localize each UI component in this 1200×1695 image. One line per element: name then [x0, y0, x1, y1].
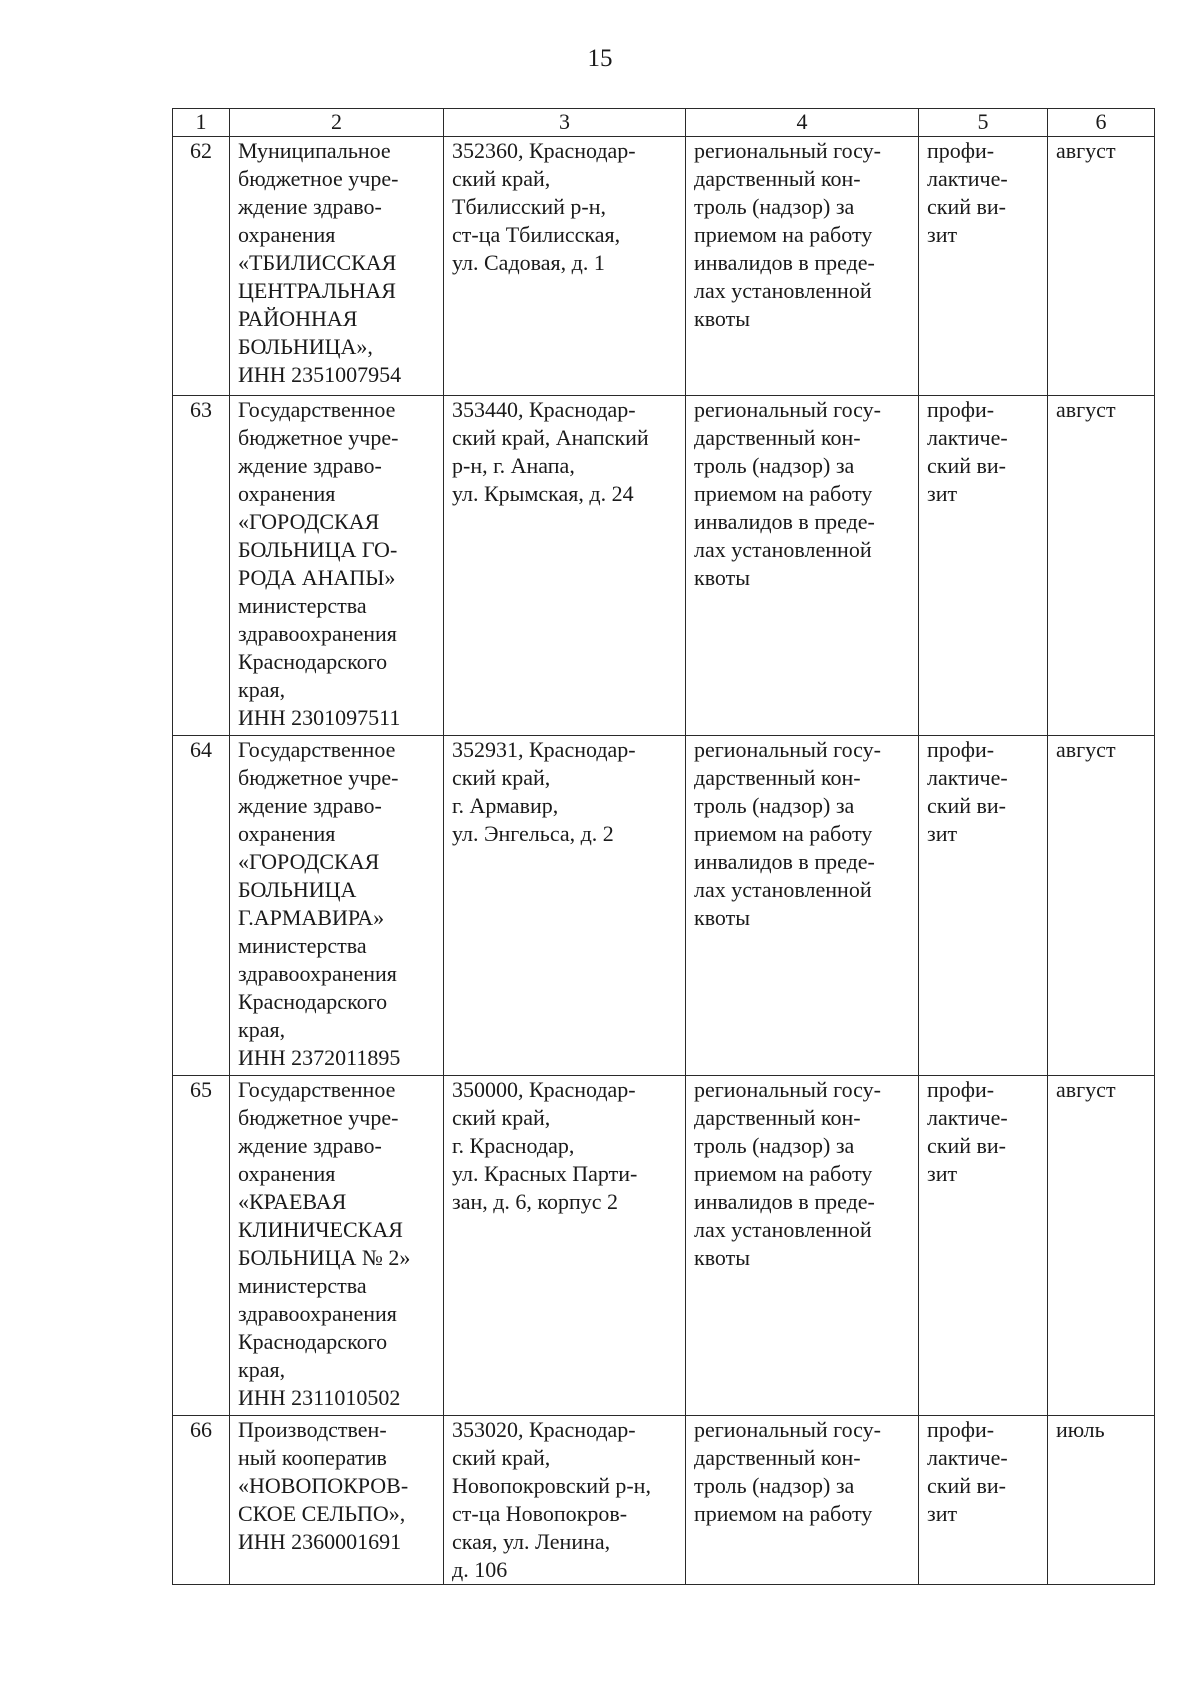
control-type-cell: региональный госу- дарственный кон- троль (надзор) за приемом на работу инвалидов в преде- лах установленной квоты: [686, 396, 919, 736]
header-row: [173, 109, 1155, 137]
row-number: 63: [173, 396, 230, 736]
column-header-number: 1: [173, 109, 230, 137]
row-number: 64: [173, 736, 230, 1076]
month-cell: август: [1048, 736, 1155, 1076]
table-row: [173, 1416, 1155, 1585]
row-number: 62: [173, 137, 230, 396]
table-row: [173, 736, 1155, 1076]
month-cell: август: [1048, 1076, 1155, 1416]
table-row: [173, 137, 1155, 396]
event-cell: профи- лактиче- ский ви- зит: [919, 137, 1048, 396]
organization-cell: Муниципальное бюджетное учре- ждение здраво- охранения «ТБИЛИССКАЯ ЦЕНТРАЛЬНАЯ РАЙОННАЯ БОЛЬНИЦА», ИНН 2351007954: [230, 137, 444, 396]
column-header-organization: 2: [230, 109, 444, 137]
month-cell: июль: [1048, 1416, 1155, 1585]
column-header-month: 6: [1048, 109, 1155, 137]
table-row: [173, 396, 1155, 736]
organization-cell: Государственное бюджетное учре- ждение здраво- охранения «ГОРОДСКАЯ БОЛЬНИЦА Г.АРМАВИРА» министерства здравоохранения Краснодарского края, ИНН 2372011895: [230, 736, 444, 1076]
address-cell: 350000, Краснодар- ский край, г. Краснодар, ул. Красных Парти- зан, д. 6, корпус 2: [444, 1076, 686, 1416]
column-header-address: 3: [444, 109, 686, 137]
control-type-cell: региональный госу- дарственный кон- троль (надзор) за приемом на работу инвалидов в преде- лах установленной квоты: [686, 1076, 919, 1416]
event-cell: профи- лактиче- ский ви- зит: [919, 1076, 1048, 1416]
row-number: 66: [173, 1416, 230, 1585]
table-row: [173, 1076, 1155, 1416]
event-cell: профи- лактиче- ский ви- зит: [919, 396, 1048, 736]
address-cell: 352360, Краснодар- ский край, Тбилисский р-н, ст-ца Тбилисская, ул. Садовая, д. 1: [444, 137, 686, 396]
row-number: 65: [173, 1076, 230, 1416]
address-cell: 353440, Краснодар- ский край, Анапский р-н, г. Анапа, ул. Крымская, д. 24: [444, 396, 686, 736]
control-type-cell: региональный госу- дарственный кон- троль (надзор) за приемом на работу: [686, 1416, 919, 1585]
column-header-control-type: 4: [686, 109, 919, 137]
column-header-event: 5: [919, 109, 1048, 137]
organization-cell: Государственное бюджетное учре- ждение здраво- охранения «КРАЕВАЯ КЛИНИЧЕСКАЯ БОЛЬНИЦА № 2» министерства здравоохранения Краснодарского края, ИНН 2311010502: [230, 1076, 444, 1416]
organization-cell: Производствен- ный кооператив «НОВОПОКРОВ- СКОЕ СЕЛЬПО», ИНН 2360001691: [230, 1416, 444, 1585]
event-cell: профи- лактиче- ский ви- зит: [919, 736, 1048, 1076]
inspection-plan-table: [172, 108, 1155, 1585]
control-type-cell: региональный госу- дарственный кон- троль (надзор) за приемом на работу инвалидов в преде- лах установленной квоты: [686, 137, 919, 396]
control-type-cell: региональный госу- дарственный кон- троль (надзор) за приемом на работу инвалидов в преде- лах установленной квоты: [686, 736, 919, 1076]
address-cell: 353020, Краснодар- ский край, Новопокровский р-н, ст-ца Новопокров- ская, ул. Ленина, д. 106: [444, 1416, 686, 1585]
page-number: 15: [587, 45, 613, 72]
event-cell: профи- лактиче- ский ви- зит: [919, 1416, 1048, 1585]
month-cell: август: [1048, 396, 1155, 736]
address-cell: 352931, Краснодар- ский край, г. Армавир, ул. Энгельса, д. 2: [444, 736, 686, 1076]
organization-cell: Государственное бюджетное учре- ждение здраво- охранения «ГОРОДСКАЯ БОЛЬНИЦА ГО- РОДА АНАПЫ» министерства здравоохранения Краснодарского края, ИНН 2301097511: [230, 396, 444, 736]
month-cell: август: [1048, 137, 1155, 396]
